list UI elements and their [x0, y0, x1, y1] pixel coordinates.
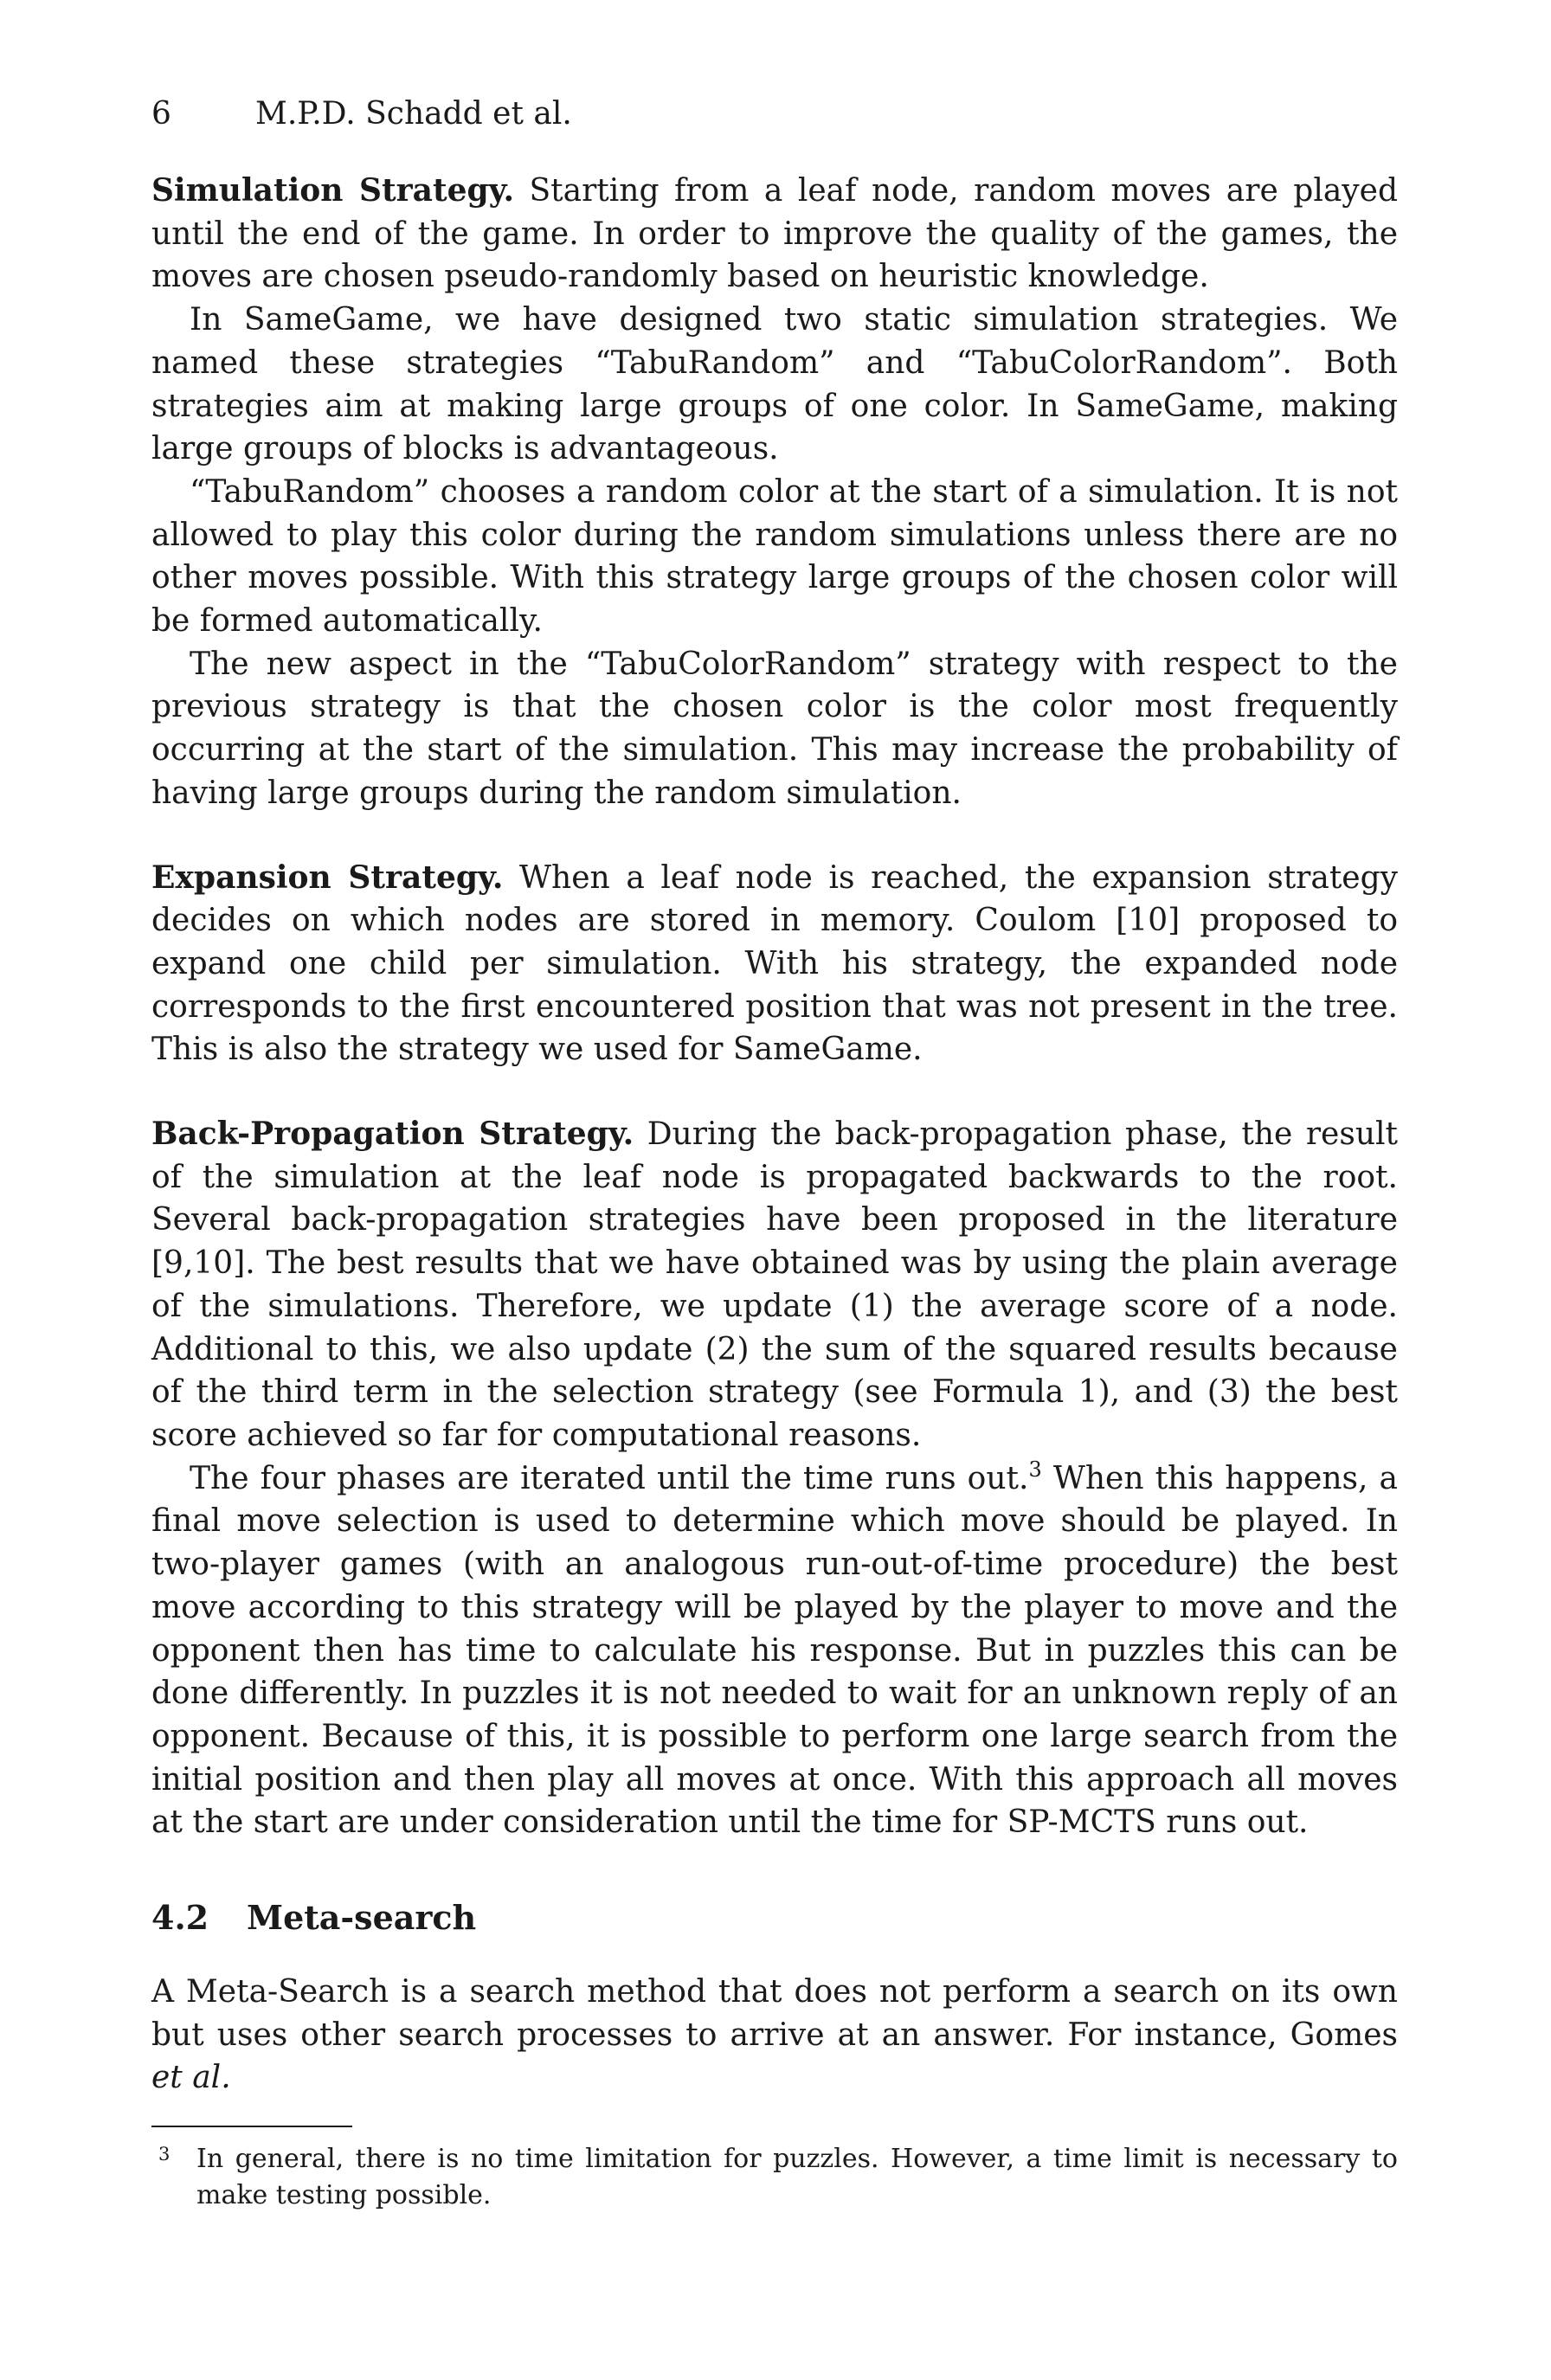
- footnote-mark: 3: [158, 2144, 171, 2165]
- meta-search-italic: et al.: [151, 2060, 231, 2096]
- simulation-paragraph-4: The new aspect in the “TabuColorRandom” strategy with respect to the previous strategy is that the chosen color is the color most frequently occurring at the start of the simulation. This may increase the probability of having large groups during the random simulation.: [151, 646, 1398, 811]
- simulation-strategy-text: Starting from a leaf node, random moves are played until the end of the game. In order to improve the quality of the games, the moves are chosen pseudo-randomly based on heuristic knowledge.: [151, 173, 1398, 295]
- paper-page: [151, 95, 1398, 2214]
- backprop-paragraph-2: [151, 1457, 1398, 1844]
- expansion-strategy-text: When a leaf node is reached, the expansion strategy decides on which nodes are stored in memory. Coulom [10] proposed to expand one child per simulation. With his strategy, the expanded node corresponds to the first encountered position that was not present in the tree. This is also the strategy we used for SameGame.: [151, 859, 1398, 1068]
- section-number: 4.2: [151, 1898, 209, 1938]
- meta-search-text: A Meta-Search is a search method that does not perform a search on its own but uses other search processes to arrive at an answer. For instance, Gomes: [151, 1974, 1398, 2053]
- section-title: Meta-search: [247, 1898, 477, 1938]
- backprop-strategy-heading: Back-Propagation Strategy.: [151, 1116, 634, 1153]
- footnote-reference: 3: [1028, 1457, 1042, 1482]
- expansion-strategy-heading: Expansion Strategy.: [151, 859, 504, 896]
- simulation-paragraph-2: In SameGame, we have designed two static simulation strategies. We named these strategies “TabuRandom” and “TabuColorRandom”. Both strategies aim at making large groups of one color. In SameGame, making large groups of blocks is advantageous.: [151, 302, 1398, 467]
- section-heading-meta-search: [151, 1896, 1398, 1939]
- running-head: [151, 95, 1398, 133]
- backprop-paragraph-2-rest: When this happens, a final move selection is used to determine which move should be played. In two-player games (with an analogous run-out-of-time procedure) the best move according to this strategy will be played by the player to move and the opponent then has time to calculate his response. But in puzzles this can be done differently. In puzzles it is not needed to wait for an unknown reply of an opponent. Because of this, it is possible to perform one large search from the initial position and then play all moves at once. With this approach all moves at the start are under consideration until the time for SP-MCTS runs out.: [151, 1460, 1399, 1841]
- page-number: 6: [151, 96, 171, 132]
- meta-search-paragraph: [151, 1971, 1398, 2100]
- footnote: [151, 2141, 1398, 2214]
- simulation-paragraph-3: “TabuRandom” chooses a random color at the start of a simulation. It is not allowed to play this color during the random simulations unless there are no other moves possible. With this strategy large groups of the chosen color will be formed automatically.: [151, 473, 1398, 640]
- simulation-strategy-paragraph: [151, 170, 1398, 299]
- backprop-strategy-text: During the back-propagation phase, the result of the simulation at the leaf node is propagated backwards to the root. Several back-propagation strategies have been proposed in the literature [9,10]. The best results that we have obtained was by using the plain average of the simulations. Therefore, we update (1) the average score of a node. Additional to this, we also update (2) the sum of the squared results because of the third term in the selection strategy (see Formula 1), and (3) the best score achieved so far for computational reasons.: [151, 1116, 1398, 1453]
- backprop-strategy-paragraph: [151, 1113, 1398, 1457]
- footnote-rule: [151, 2126, 352, 2127]
- backprop-paragraph-2-start: The four phases are iterated until the time runs out.: [190, 1460, 1029, 1496]
- footnote-text: In general, there is no time limitation for puzzles. However, a time limit is necessary to make testing possible.: [196, 2144, 1398, 2211]
- expansion-strategy-paragraph: [151, 857, 1398, 1072]
- simulation-strategy-heading: Simulation Strategy.: [151, 172, 514, 209]
- running-head-authors: M.P.D. Schadd et al.: [255, 96, 572, 132]
